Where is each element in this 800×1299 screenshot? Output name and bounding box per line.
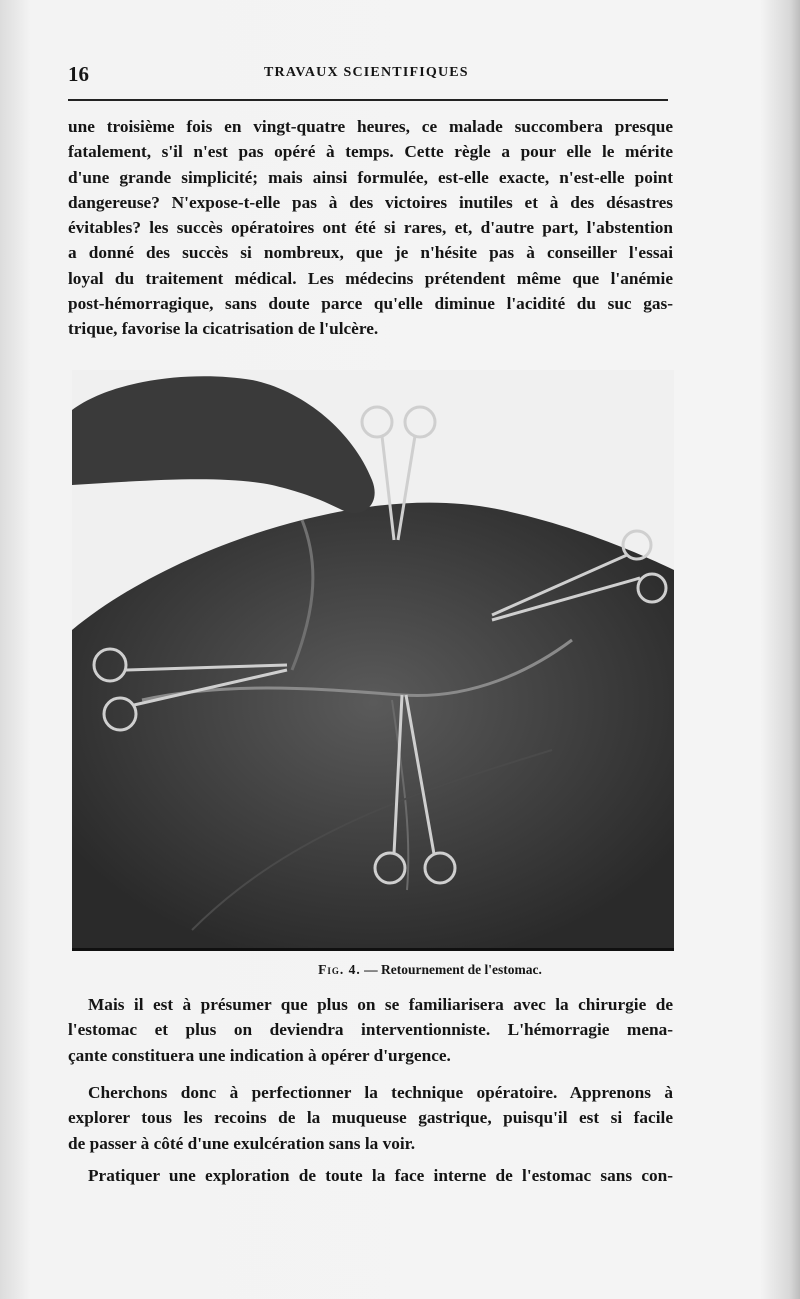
text-line: une troisième fois en vingt-quatre heures, ce malade succombera presque <box>68 117 673 136</box>
paragraph-3 <box>68 1080 673 1156</box>
figure-label: Fig. 4. <box>318 962 361 977</box>
stomach-forceps-engraving <box>72 370 674 948</box>
running-title: TRAVAUX SCIENTIFIQUES <box>264 65 469 80</box>
caption-dash: — <box>360 962 382 977</box>
text-line: fatalement, s'il n'est pas opéré à temps. Cette règle a pour elle le mérite <box>68 142 673 162</box>
text-line: Mais il est à présumer que plus on se familiarisera avec la chirurgie de <box>88 995 673 1014</box>
text-line: post-hémorragique, sans doute parce qu'elle diminue l'acidité du suc gas- <box>68 294 673 314</box>
text-line: a donné des succès si nombreux, que je n'hésite pas à conseiller l'essai <box>68 243 673 263</box>
paragraph-4 <box>68 1163 673 1188</box>
text-line: Cherchons donc à perfectionner la technique opératoire. Apprenons à <box>88 1083 673 1102</box>
text-line: évitables? les succès opératoires ont été si rares, et, d'autre part, l'abstention <box>68 218 673 238</box>
text-line: çante constituera une indication à opérer d'urgence. <box>68 1045 451 1065</box>
text-line: trique, favorise la cicatrisation de l'ulcère. <box>68 319 379 339</box>
text-line: Pratiquer une exploration de toute la face interne de l'estomac sans con- <box>88 1166 673 1185</box>
surgical-illustration <box>72 370 674 951</box>
page-header <box>68 62 668 90</box>
figure-caption <box>0 962 800 978</box>
caption-text: Retournement de l'estomac. <box>381 962 542 977</box>
text-line: l'estomac et plus on deviendra interventionniste. L'hémorragie mena- <box>68 1020 673 1040</box>
text-line: dangereuse? N'expose-t-elle pas à des victoires inutiles et à des désastres <box>68 192 673 212</box>
header-rule <box>68 99 668 101</box>
text-line: explorer tous les recoins de la muqueuse gastrique, puisqu'il est si facile <box>68 1108 673 1128</box>
page-number: 16 <box>68 62 89 86</box>
text-line: loyal du traitement médical. Les médecins prétendent même que l'anémie <box>68 268 673 288</box>
text-line: d'une grande simplicité; mais ainsi formulée, est-elle exacte, n'est-elle point <box>68 167 673 187</box>
paragraph-2 <box>68 992 673 1068</box>
text-line: de passer à côté d'une exulcération sans la voir. <box>68 1133 416 1153</box>
top-paragraph <box>68 114 673 342</box>
